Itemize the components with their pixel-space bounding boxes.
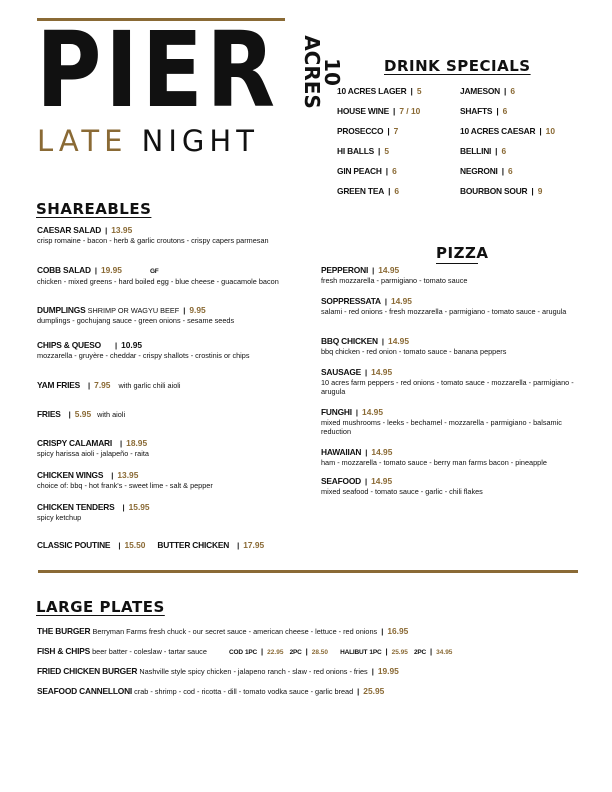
drink-item: SHAFTS | 6	[460, 106, 508, 116]
drink-item: JAMESON | 6	[460, 86, 516, 96]
brand-subtitle-late: LATE	[37, 124, 128, 158]
menu-item: SEAFOOD CANNELLONI crab - shrimp - cod - ricotta - dill - tomato vodka sauce - garlic bread | 25.95	[37, 686, 385, 696]
item-description: 10 acres farm peppers - red onions - tomato sauce - mozzarella - parmigiano - arugula	[321, 377, 574, 397]
section-divider	[38, 570, 578, 573]
drink-item: 10 ACRES CAESAR | 10	[460, 126, 555, 136]
drink-item: HI BALLS | 5	[337, 146, 390, 156]
menu-item: SAUSAGE | 14.95 10 acres farm peppers - red onions - tomato sauce - mozzarella - parmigiano - arugula	[321, 368, 586, 397]
menu-item: YAM FRIES | 7.95 with garlic chili aioli	[37, 380, 181, 390]
drink-item: BELLINI | 6	[460, 146, 507, 156]
drink-item: HOUSE WINE | 7 / 10	[337, 106, 421, 116]
item-description: mixed seafood - tomato sauce - garlic - chili flakes	[321, 486, 483, 496]
pizza-heading-underline	[436, 263, 478, 264]
menu-item: SOPPRESSATA | 14.95 salami - red onions - fresh mozzarella - parmigiano - tomato sauce - arugula	[321, 297, 586, 316]
menu-item: BBQ CHICKEN | 14.95 bbq chicken - red onion - tomato sauce - banana peppers	[321, 337, 586, 356]
drink-item: 10 ACRES LAGER | 5	[337, 86, 422, 96]
item-description: salami - red onions - fresh mozzarella - parmigiano - tomato sauce - arugula	[321, 306, 567, 316]
menu-item: CRISPY CALAMARI | 18.95 spicy harissa aioli - jalapeño - raita	[37, 439, 297, 458]
item-description: bbq chicken - red onion - tomato sauce - banana peppers	[321, 346, 507, 356]
item-description: mixed mushrooms - leeks - bechamel - mozzarella - parmigiano - balsamic reduction	[321, 417, 562, 437]
menu-item: THE BURGER Berryman Farms fresh chuck - our secret sauce - american cheese - lettuce - red onions | 16.95	[37, 626, 409, 636]
menu-item: FUNGHI | 14.95 mixed mushrooms - leeks - bechamel - mozzarella - parmigiano - balsamic reduction	[321, 408, 586, 437]
brand-subtitle	[37, 124, 259, 158]
item-description: choice of: bbq - hot frank's - sweet lime - salt & pepper	[37, 480, 213, 490]
item-description: crisp romaine - bacon - herb & garlic croutons - crispy capers parmesan	[37, 235, 269, 245]
menu-item: FRIES | 5.95 with aioli	[37, 409, 126, 419]
menu-item: CHIPS & QUESO | 10.95 mozzarella - gruyère - cheddar - crispy shallots - crostinis or chips	[37, 341, 297, 360]
menu-item: FISH & CHIPS beer batter - coleslaw - tartar sauce COD 1PC | 22.95 2PC | 28.50 HALIBUT 1PC | 25.95 2PC | 34.95	[37, 646, 453, 656]
large-plates-heading: LARGE PLATES	[36, 598, 165, 616]
menu-item: CHICKEN WINGS | 13.95 choice of: bbq - hot frank's - sweet lime - salt & pepper	[37, 471, 297, 490]
item-description: mozzarella - gruyère - cheddar - crispy shallots - crostinis or chips	[37, 350, 250, 360]
gf-tag: GF	[149, 268, 159, 275]
menu-item: COBB SALAD | 19.95 GF chicken - mixed greens - hard boiled egg - blue cheese - guacamole bacon	[37, 266, 297, 286]
drink-item: NEGRONI | 6	[460, 166, 513, 176]
brand-side-text: 10 ACRES	[300, 35, 344, 109]
brand-subtitle-night: NIGHT	[141, 124, 259, 158]
shareables-heading: SHAREABLES	[36, 200, 152, 218]
drink-item: GREEN TEA | 6	[337, 186, 400, 196]
drink-item: GIN PEACH | 6	[337, 166, 397, 176]
drink-item: PROSECCO | 7	[337, 126, 399, 136]
menu-item: CLASSIC POUTINE | 15.50 BUTTER CHICKEN | 17.95	[37, 540, 265, 550]
menu-item: FRIED CHICKEN BURGER Nashville style spicy chicken - jalapeno ranch - slaw - red onions - fries | 19.95	[37, 666, 399, 676]
menu-item: DUMPLINGS SHRIMP OR WAGYU BEEF | 9.95 dumplings - gochujang sauce - green onions - sesame seeds	[37, 306, 297, 325]
brand-title: PIER	[36, 9, 279, 131]
drink-specials-heading: DRINK SPECIALS	[384, 57, 531, 75]
drink-item: BOURBON SOUR | 9	[460, 186, 543, 196]
menu-item: CAESAR SALAD | 13.95 crisp romaine - bacon - herb & garlic croutons - crispy capers parmesan	[37, 226, 297, 245]
menu-item: SEAFOOD | 14.95 mixed seafood - tomato sauce - garlic - chili flakes	[321, 477, 586, 496]
menu-item: CHICKEN TENDERS | 15.95 spicy ketchup	[37, 503, 297, 522]
item-description: fresh mozzarella - parmigiano - tomato sauce	[321, 275, 468, 285]
item-description: spicy harissa aioli - jalapeño - raita	[37, 448, 149, 458]
item-description: dumplings - gochujang sauce - green onions - sesame seeds	[37, 315, 235, 325]
item-description: ham - mozzarella - tomato sauce - berry man farms bacon - pineapple	[321, 457, 547, 467]
item-description: chicken - mixed greens - hard boiled egg - blue cheese - guacamole bacon	[37, 276, 279, 286]
item-description: spicy ketchup	[37, 512, 82, 522]
pizza-heading: PIZZA	[436, 244, 489, 262]
menu-item: PEPPERONI | 14.95 fresh mozzarella - parmigiano - tomato sauce	[321, 266, 586, 285]
menu-item: HAWAIIAN | 14.95 ham - mozzarella - tomato sauce - berry man farms bacon - pineapple	[321, 448, 591, 467]
